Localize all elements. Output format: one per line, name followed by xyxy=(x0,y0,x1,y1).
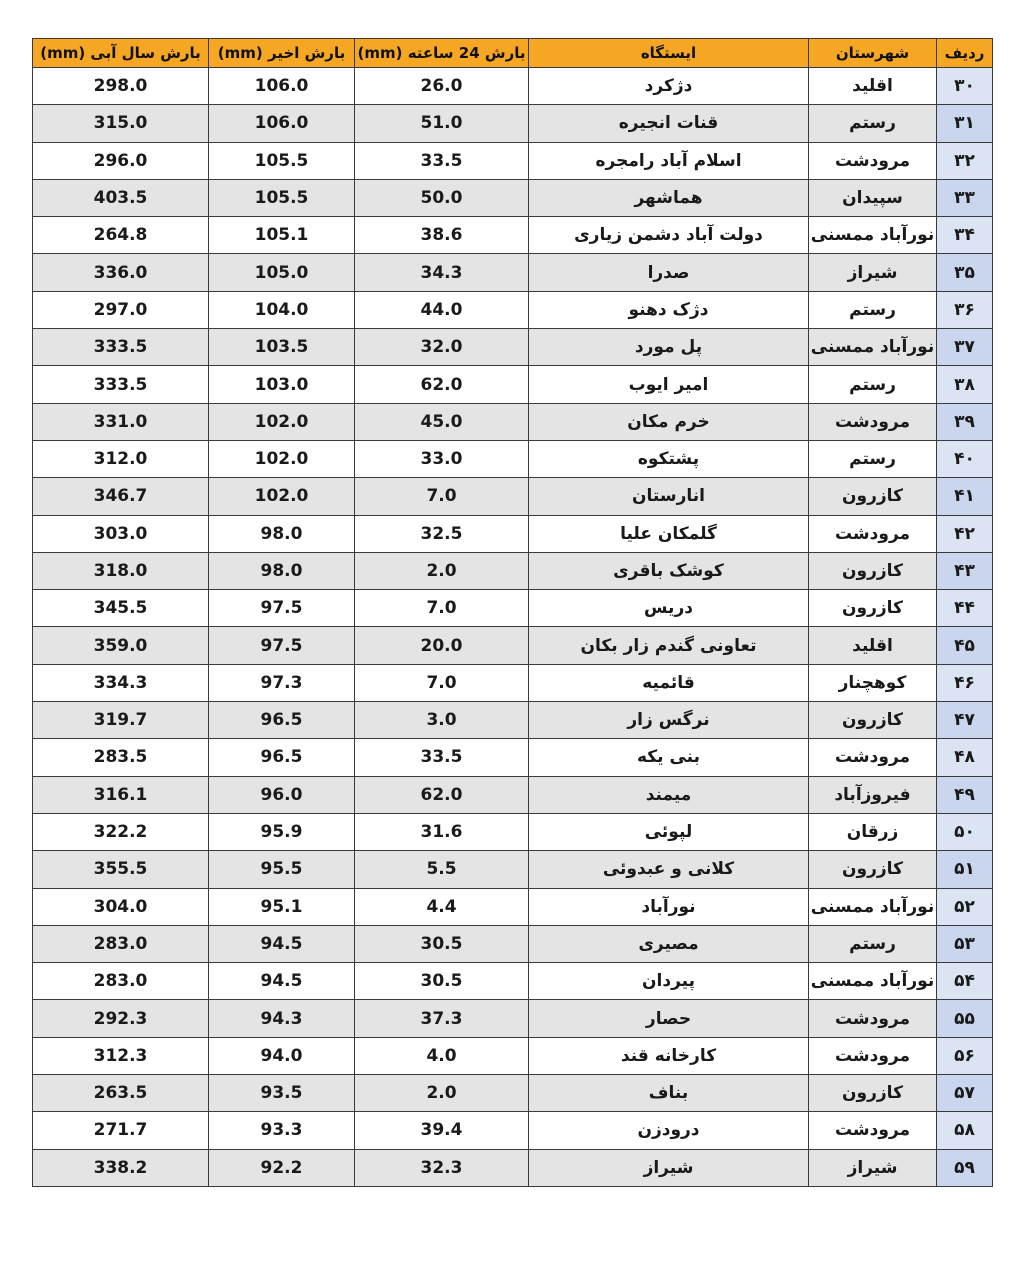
cell-recent-rainfall: 96.0 xyxy=(209,776,355,813)
cell-recent-rainfall: 98.0 xyxy=(209,552,355,589)
cell-county: مرودشت xyxy=(809,1112,937,1149)
cell-24h-rainfall: 32.3 xyxy=(355,1149,529,1186)
table-row xyxy=(33,702,993,739)
cell-county: سپیدان xyxy=(809,179,937,216)
cell-row-number: ۵۸ xyxy=(937,1112,993,1149)
cell-row-number: ۴۵ xyxy=(937,627,993,664)
cell-county: شیراز xyxy=(809,254,937,291)
cell-county: رستم xyxy=(809,925,937,962)
cell-row-number: ۴۸ xyxy=(937,739,993,776)
cell-24h-rainfall: 32.5 xyxy=(355,515,529,552)
cell-annual-rainfall: 297.0 xyxy=(33,291,209,328)
cell-station: نورآباد xyxy=(529,888,809,925)
cell-station: پل مورد xyxy=(529,329,809,366)
cell-annual-rainfall: 312.0 xyxy=(33,440,209,477)
cell-station: قنات انجیره xyxy=(529,105,809,142)
cell-24h-rainfall: 62.0 xyxy=(355,776,529,813)
table-row xyxy=(33,329,993,366)
cell-annual-rainfall: 292.3 xyxy=(33,1000,209,1037)
cell-row-number: ۴۰ xyxy=(937,440,993,477)
table-row xyxy=(33,888,993,925)
cell-station: دژکرد xyxy=(529,68,809,105)
cell-row-number: ۴۲ xyxy=(937,515,993,552)
cell-24h-rainfall: 2.0 xyxy=(355,552,529,589)
cell-row-number: ۳۳ xyxy=(937,179,993,216)
header-row-number: ردیف xyxy=(937,39,993,68)
cell-annual-rainfall: 316.1 xyxy=(33,776,209,813)
cell-station: کوشک باقری xyxy=(529,552,809,589)
cell-24h-rainfall: 3.0 xyxy=(355,702,529,739)
cell-annual-rainfall: 283.5 xyxy=(33,739,209,776)
cell-county: رستم xyxy=(809,291,937,328)
cell-station: پشتکوه xyxy=(529,440,809,477)
table-row xyxy=(33,403,993,440)
cell-24h-rainfall: 34.3 xyxy=(355,254,529,291)
cell-station: کلانی و عبدوئی xyxy=(529,851,809,888)
table-row xyxy=(33,515,993,552)
cell-row-number: ۴۶ xyxy=(937,664,993,701)
cell-annual-rainfall: 322.2 xyxy=(33,813,209,850)
cell-station: امیر ایوب xyxy=(529,366,809,403)
cell-24h-rainfall: 33.0 xyxy=(355,440,529,477)
cell-annual-rainfall: 359.0 xyxy=(33,627,209,664)
cell-recent-rainfall: 102.0 xyxy=(209,478,355,515)
cell-annual-rainfall: 338.2 xyxy=(33,1149,209,1186)
cell-station: میمند xyxy=(529,776,809,813)
cell-county: مرودشت xyxy=(809,1037,937,1074)
cell-recent-rainfall: 96.5 xyxy=(209,702,355,739)
cell-station: هماشهر xyxy=(529,179,809,216)
cell-county: نورآباد ممسنی xyxy=(809,963,937,1000)
cell-county: کازرون xyxy=(809,851,937,888)
cell-24h-rainfall: 4.4 xyxy=(355,888,529,925)
cell-station: اسلام آباد رامجره xyxy=(529,142,809,179)
cell-24h-rainfall: 62.0 xyxy=(355,366,529,403)
cell-row-number: ۳۴ xyxy=(937,217,993,254)
cell-county: کازرون xyxy=(809,478,937,515)
cell-annual-rainfall: 315.0 xyxy=(33,105,209,142)
cell-annual-rainfall: 331.0 xyxy=(33,403,209,440)
table-row xyxy=(33,664,993,701)
cell-row-number: ۴۷ xyxy=(937,702,993,739)
cell-annual-rainfall: 312.3 xyxy=(33,1037,209,1074)
cell-24h-rainfall: 2.0 xyxy=(355,1075,529,1112)
cell-recent-rainfall: 105.0 xyxy=(209,254,355,291)
rainfall-table xyxy=(32,38,993,1187)
cell-24h-rainfall: 20.0 xyxy=(355,627,529,664)
cell-annual-rainfall: 318.0 xyxy=(33,552,209,589)
cell-24h-rainfall: 44.0 xyxy=(355,291,529,328)
cell-county: اقلید xyxy=(809,627,937,664)
cell-row-number: ۳۶ xyxy=(937,291,993,328)
table-row xyxy=(33,739,993,776)
cell-24h-rainfall: 5.5 xyxy=(355,851,529,888)
cell-county: نورآباد ممسنی xyxy=(809,217,937,254)
table-row xyxy=(33,105,993,142)
cell-recent-rainfall: 102.0 xyxy=(209,403,355,440)
table-header-row xyxy=(33,39,993,68)
cell-row-number: ۵۵ xyxy=(937,1000,993,1037)
cell-station: دریس xyxy=(529,590,809,627)
cell-county: فیروزآباد xyxy=(809,776,937,813)
cell-recent-rainfall: 94.0 xyxy=(209,1037,355,1074)
table-row xyxy=(33,1000,993,1037)
table-row xyxy=(33,478,993,515)
cell-annual-rainfall: 333.5 xyxy=(33,366,209,403)
cell-recent-rainfall: 97.5 xyxy=(209,627,355,664)
cell-county: کازرون xyxy=(809,590,937,627)
table-row xyxy=(33,776,993,813)
table-row xyxy=(33,627,993,664)
cell-recent-rainfall: 104.0 xyxy=(209,291,355,328)
cell-annual-rainfall: 345.5 xyxy=(33,590,209,627)
cell-county: زرقان xyxy=(809,813,937,850)
table-row xyxy=(33,925,993,962)
cell-24h-rainfall: 4.0 xyxy=(355,1037,529,1074)
cell-annual-rainfall: 334.3 xyxy=(33,664,209,701)
table-row xyxy=(33,963,993,1000)
cell-annual-rainfall: 303.0 xyxy=(33,515,209,552)
cell-row-number: ۵۲ xyxy=(937,888,993,925)
cell-recent-rainfall: 97.3 xyxy=(209,664,355,701)
table-row xyxy=(33,851,993,888)
cell-annual-rainfall: 319.7 xyxy=(33,702,209,739)
cell-24h-rainfall: 7.0 xyxy=(355,478,529,515)
cell-recent-rainfall: 106.0 xyxy=(209,105,355,142)
table-row xyxy=(33,291,993,328)
cell-annual-rainfall: 263.5 xyxy=(33,1075,209,1112)
cell-recent-rainfall: 95.5 xyxy=(209,851,355,888)
cell-recent-rainfall: 96.5 xyxy=(209,739,355,776)
header-annual-rainfall: بارش سال آبی (mm) xyxy=(33,39,209,68)
cell-24h-rainfall: 7.0 xyxy=(355,664,529,701)
cell-row-number: ۵۹ xyxy=(937,1149,993,1186)
cell-row-number: ۴۴ xyxy=(937,590,993,627)
cell-recent-rainfall: 95.1 xyxy=(209,888,355,925)
cell-recent-rainfall: 106.0 xyxy=(209,68,355,105)
cell-annual-rainfall: 333.5 xyxy=(33,329,209,366)
cell-county: کازرون xyxy=(809,552,937,589)
cell-24h-rainfall: 33.5 xyxy=(355,142,529,179)
cell-county: کوهچنار xyxy=(809,664,937,701)
cell-row-number: ۵۳ xyxy=(937,925,993,962)
cell-24h-rainfall: 7.0 xyxy=(355,590,529,627)
cell-station: مصیری xyxy=(529,925,809,962)
cell-station: شیراز xyxy=(529,1149,809,1186)
cell-station: گلمکان علیا xyxy=(529,515,809,552)
cell-county: رستم xyxy=(809,105,937,142)
cell-station: لپوئی xyxy=(529,813,809,850)
rainfall-table-container xyxy=(32,38,992,1187)
header-station: ایستگاه xyxy=(529,39,809,68)
cell-recent-rainfall: 97.5 xyxy=(209,590,355,627)
table-row xyxy=(33,142,993,179)
cell-annual-rainfall: 298.0 xyxy=(33,68,209,105)
table-row xyxy=(33,1112,993,1149)
table-row xyxy=(33,217,993,254)
table-row xyxy=(33,813,993,850)
header-24h-rainfall: بارش 24 ساعته (mm) xyxy=(355,39,529,68)
table-row xyxy=(33,366,993,403)
cell-annual-rainfall: 283.0 xyxy=(33,925,209,962)
cell-annual-rainfall: 271.7 xyxy=(33,1112,209,1149)
cell-station: بنی یکه xyxy=(529,739,809,776)
cell-row-number: ۴۳ xyxy=(937,552,993,589)
cell-station: نرگس زار xyxy=(529,702,809,739)
cell-county: کازرون xyxy=(809,702,937,739)
cell-row-number: ۴۱ xyxy=(937,478,993,515)
cell-row-number: ۳۱ xyxy=(937,105,993,142)
cell-row-number: ۴۹ xyxy=(937,776,993,813)
cell-annual-rainfall: 346.7 xyxy=(33,478,209,515)
cell-recent-rainfall: 93.3 xyxy=(209,1112,355,1149)
cell-station: انارستان xyxy=(529,478,809,515)
cell-recent-rainfall: 92.2 xyxy=(209,1149,355,1186)
table-row xyxy=(33,1075,993,1112)
cell-county: رستم xyxy=(809,440,937,477)
cell-annual-rainfall: 355.5 xyxy=(33,851,209,888)
cell-24h-rainfall: 33.5 xyxy=(355,739,529,776)
cell-row-number: ۵۰ xyxy=(937,813,993,850)
cell-row-number: ۵۱ xyxy=(937,851,993,888)
cell-annual-rainfall: 283.0 xyxy=(33,963,209,1000)
cell-24h-rainfall: 31.6 xyxy=(355,813,529,850)
table-row xyxy=(33,1149,993,1186)
table-row xyxy=(33,552,993,589)
cell-station: حصار xyxy=(529,1000,809,1037)
cell-24h-rainfall: 38.6 xyxy=(355,217,529,254)
header-county: شهرستان xyxy=(809,39,937,68)
cell-county: مرودشت xyxy=(809,403,937,440)
cell-24h-rainfall: 51.0 xyxy=(355,105,529,142)
cell-annual-rainfall: 264.8 xyxy=(33,217,209,254)
table-row xyxy=(33,179,993,216)
cell-row-number: ۳۷ xyxy=(937,329,993,366)
cell-county: مرودشت xyxy=(809,515,937,552)
cell-row-number: ۵۷ xyxy=(937,1075,993,1112)
cell-recent-rainfall: 103.5 xyxy=(209,329,355,366)
cell-recent-rainfall: 98.0 xyxy=(209,515,355,552)
cell-station: دژک دهنو xyxy=(529,291,809,328)
cell-recent-rainfall: 105.5 xyxy=(209,179,355,216)
cell-recent-rainfall: 94.3 xyxy=(209,1000,355,1037)
cell-recent-rainfall: 103.0 xyxy=(209,366,355,403)
cell-county: مرودشت xyxy=(809,1000,937,1037)
cell-24h-rainfall: 50.0 xyxy=(355,179,529,216)
cell-24h-rainfall: 32.0 xyxy=(355,329,529,366)
cell-recent-rainfall: 102.0 xyxy=(209,440,355,477)
cell-county: اقلید xyxy=(809,68,937,105)
cell-station: بناف xyxy=(529,1075,809,1112)
table-row xyxy=(33,1037,993,1074)
cell-row-number: ۳۰ xyxy=(937,68,993,105)
cell-recent-rainfall: 93.5 xyxy=(209,1075,355,1112)
cell-recent-rainfall: 94.5 xyxy=(209,963,355,1000)
table-row xyxy=(33,590,993,627)
cell-station: خرم مکان xyxy=(529,403,809,440)
table-row xyxy=(33,440,993,477)
cell-station: دولت آباد دشمن زیاری xyxy=(529,217,809,254)
cell-24h-rainfall: 45.0 xyxy=(355,403,529,440)
cell-county: کازرون xyxy=(809,1075,937,1112)
cell-county: رستم xyxy=(809,366,937,403)
cell-24h-rainfall: 30.5 xyxy=(355,963,529,1000)
cell-station: پیردان xyxy=(529,963,809,1000)
cell-annual-rainfall: 304.0 xyxy=(33,888,209,925)
cell-recent-rainfall: 94.5 xyxy=(209,925,355,962)
cell-recent-rainfall: 95.9 xyxy=(209,813,355,850)
cell-24h-rainfall: 26.0 xyxy=(355,68,529,105)
cell-station: قائمیه xyxy=(529,664,809,701)
cell-row-number: ۵۶ xyxy=(937,1037,993,1074)
cell-station: کارخانه قند xyxy=(529,1037,809,1074)
cell-station: تعاونی گندم زار بکان xyxy=(529,627,809,664)
cell-county: نورآباد ممسنی xyxy=(809,329,937,366)
cell-24h-rainfall: 39.4 xyxy=(355,1112,529,1149)
table-row xyxy=(33,254,993,291)
cell-county: نورآباد ممسنی xyxy=(809,888,937,925)
cell-county: مرودشت xyxy=(809,142,937,179)
cell-annual-rainfall: 336.0 xyxy=(33,254,209,291)
cell-row-number: ۳۵ xyxy=(937,254,993,291)
cell-station: صدرا xyxy=(529,254,809,291)
cell-row-number: ۳۲ xyxy=(937,142,993,179)
cell-recent-rainfall: 105.5 xyxy=(209,142,355,179)
cell-county: شیراز xyxy=(809,1149,937,1186)
header-recent-rainfall: بارش اخیر (mm) xyxy=(209,39,355,68)
cell-row-number: ۳۸ xyxy=(937,366,993,403)
cell-24h-rainfall: 30.5 xyxy=(355,925,529,962)
cell-row-number: ۵۴ xyxy=(937,963,993,1000)
cell-24h-rainfall: 37.3 xyxy=(355,1000,529,1037)
cell-recent-rainfall: 105.1 xyxy=(209,217,355,254)
cell-row-number: ۳۹ xyxy=(937,403,993,440)
table-row xyxy=(33,68,993,105)
cell-annual-rainfall: 403.5 xyxy=(33,179,209,216)
cell-station: درودزن xyxy=(529,1112,809,1149)
cell-county: مرودشت xyxy=(809,739,937,776)
cell-annual-rainfall: 296.0 xyxy=(33,142,209,179)
